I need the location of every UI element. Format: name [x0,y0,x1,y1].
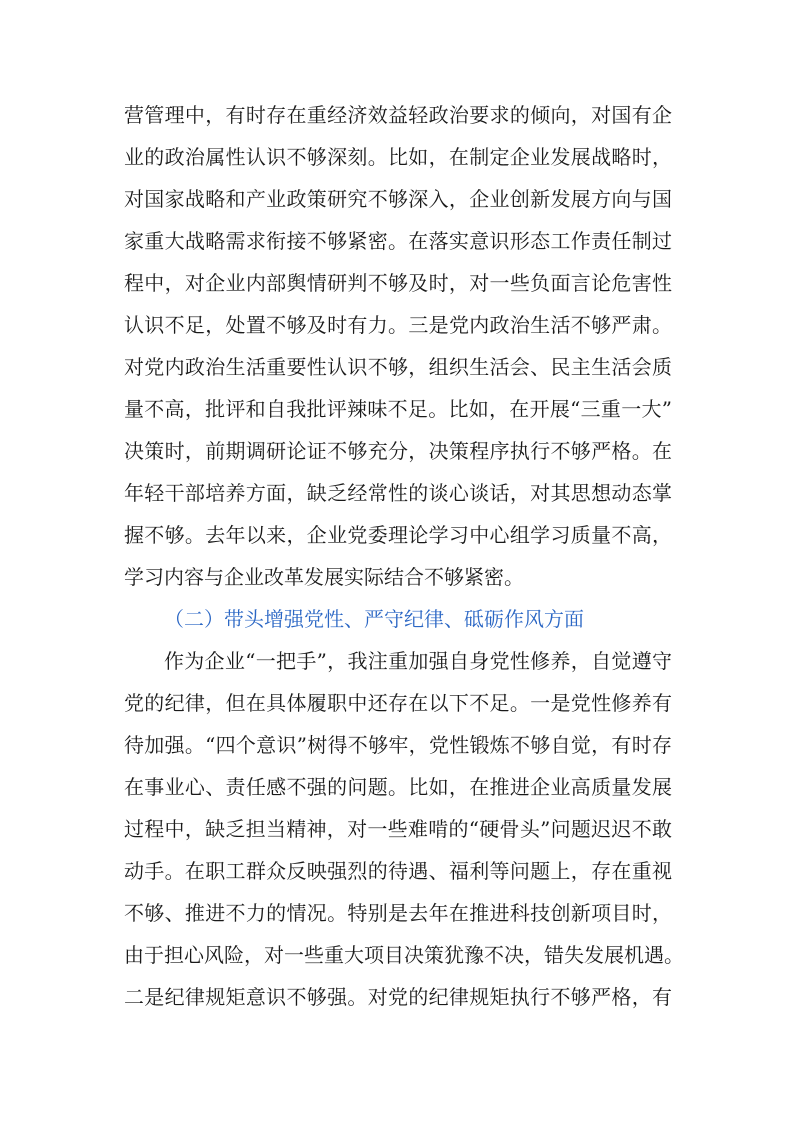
text-line-with-emphasis [124,983,672,1011]
text-segment: 党内政治生活不够严肃。 [448,313,673,337]
text-line: 由于担心风险，对一些重大项目决策犹豫不决，错失发展机遇。 [124,943,684,967]
text-line: 不够、推进不力的情况。特别是去年在推进科技创新项目时， [124,901,672,925]
section-heading: （二）带头增强党性、严守纪律、砥砺作风方面 [164,607,584,631]
text-line-with-emphasis [124,689,672,717]
text-segment: 党的纪律，但在具体履职中还存在以下不足。 [124,691,531,715]
text-line: 程中，对企业内部舆情研判不够及时，对一些负面言论危害性 [124,271,672,295]
text-line: 在事业心、责任感不强的问题。比如，在推进企业高质量发展 [124,775,672,799]
text-segment: 纪律规矩意识不够强。对党的纪律规矩执行不够严格，有 [164,985,673,1009]
text-line: 学习内容与企业改革发展实际结合不够紧密。 [124,565,524,589]
text-line: 业的政治属性认识不够深刻。比如，在制定企业发展战略时， [124,145,672,169]
text-line: 家重大战略需求衔接不够紧密。在落实意识形态工作责任制过 [124,229,672,253]
text-line-with-emphasis [124,311,672,339]
text-line: 对党内政治生活重要性认识不够，组织生活会、民主生活会质 [124,355,672,379]
text-line: 握不够。去年以来，企业党委理论学习中心组学习质量不高， [124,523,672,547]
text-line: 对国家战略和产业政策研究不够深入，企业创新发展方向与国 [124,187,672,211]
emphasis-marker: 三是 [408,313,449,337]
emphasis-marker: 一是 [530,691,571,715]
text-segment: 认识不足，处置不够及时有力。 [124,313,409,337]
text-line: 作为企业“一把手”，我注重加强自身党性修养，自觉遵守 [164,649,672,673]
text-line: 量不高，批评和自我批评辣味不足。比如，在开展“三重一大” [124,397,672,421]
text-line: 决策时，前期调研论证不够充分，决策程序执行不够严格。在 [124,439,672,463]
text-line: 动手。在职工群众反映强烈的待遇、福利等问题上，存在重视 [124,859,672,883]
text-line: 营管理中，有时存在重经济效益轻政治要求的倾向，对国有企 [124,103,672,127]
emphasis-marker: 二是 [124,985,165,1009]
text-segment: 党性修养有 [570,691,673,715]
text-line: 待加强。“四个意识”树得不够牢，党性锻炼不够自觉，有时存 [124,733,672,757]
text-line: 年轻干部培养方面，缺乏经常性的谈心谈话，对其思想动态掌 [124,481,672,505]
text-line: 过程中，缺乏担当精神，对一些难啃的“硬骨头”问题迟迟不敢 [124,817,672,841]
